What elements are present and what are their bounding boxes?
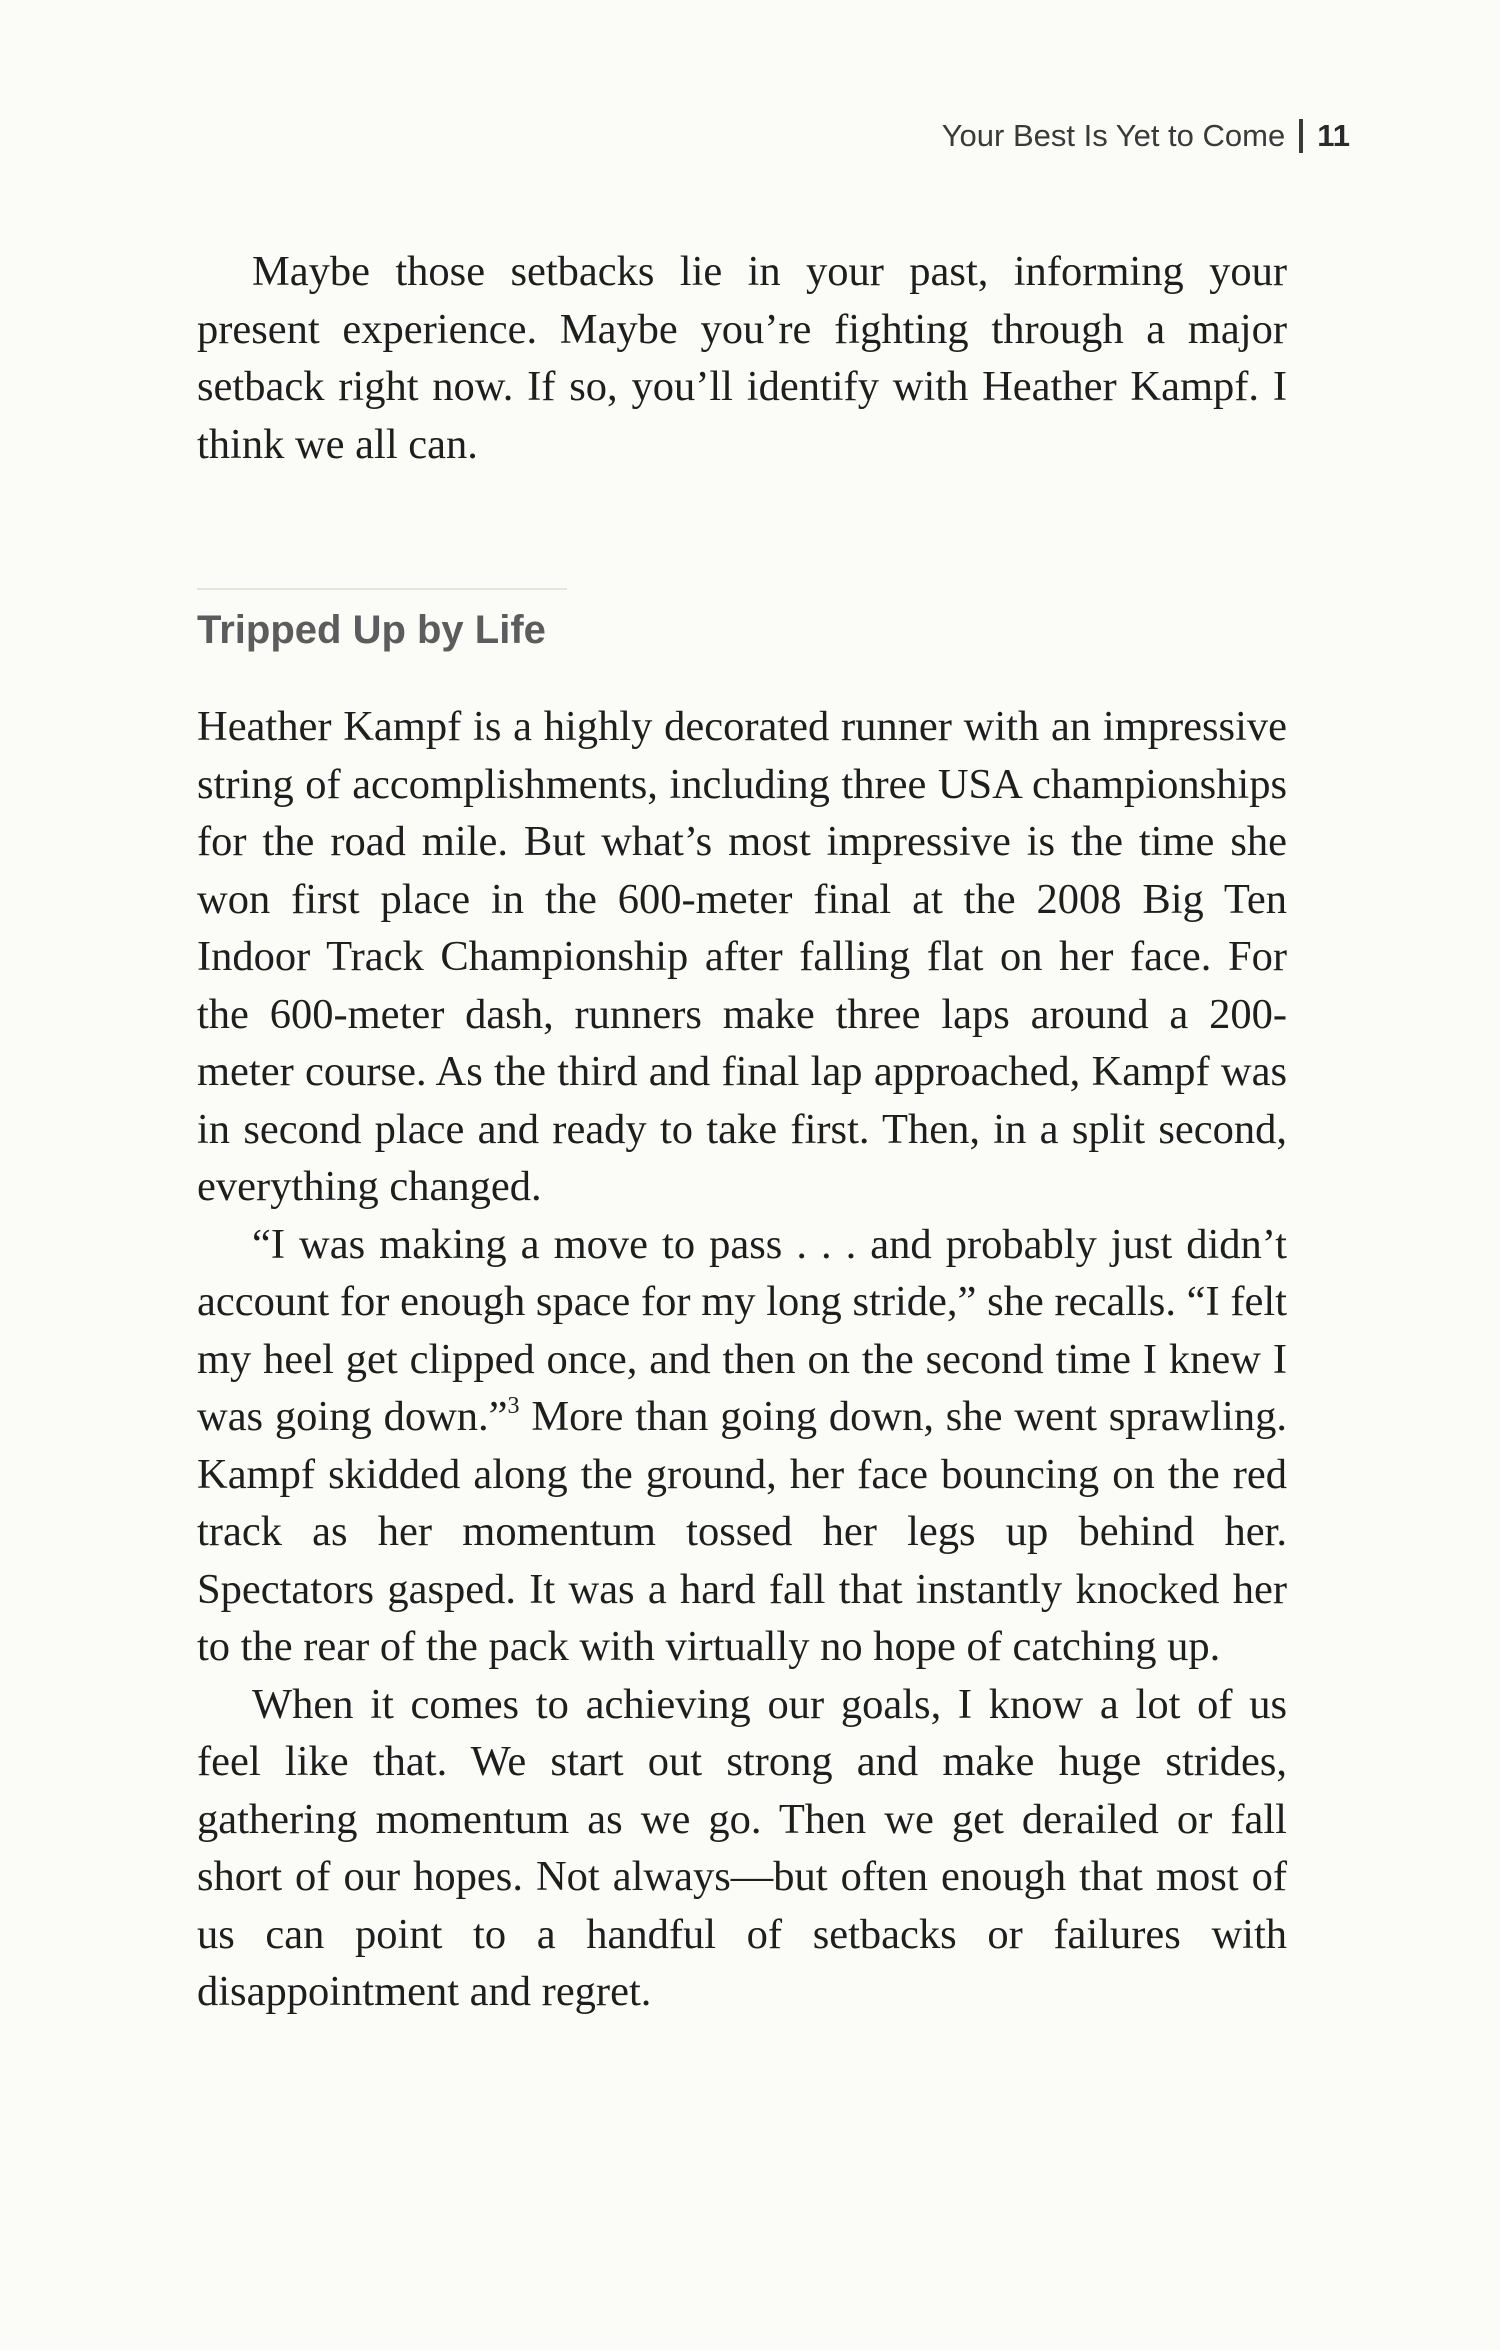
section-divider: [197, 588, 567, 590]
paragraph-2-continuation: More than going down, she went sprawling. Kampf skidded along the ground, her face bouncing on the red track as her momentum tossed her legs up behind her. Spectators gasped. It was a hard fall that instantly knocked her to the rear of the pack with virtually no hope of catching up.: [197, 1393, 1287, 1670]
section-paragraph-1: Heather Kampf is a highly decorated runner with an impressive string of accomplishments, including three USA championships for the road mile. But what’s most impressive is the time she won first place in the 600-meter final at the 2008 Big Ten Indoor Track Championship after falling flat on her face. For the 600-meter dash, runners make three laps around a 200-meter course. As the third and final lap approached, Kampf was in second place and ready to take first. Then, in a split second, everything changed.: [197, 703, 1287, 1210]
paragraph-2-quote: “I was making a move to pass . . . and probably just didn’t account for enough space for my long stride,” she recalls. “I felt my heel get clipped once, and then on the second time I knew I was going down.”: [197, 1220, 1287, 1440]
footnote-marker: 3: [507, 1393, 520, 1419]
section-paragraph-3: When it comes to achieving our goals, I know a lot of us feel like that. We start out strong and make huge strides, gathering momentum as we go. Then we get derailed or fall short of our hopes. Not always—but often enough that most of us can point to a handful of setbacks or failures with disappointment and regret.: [197, 1680, 1287, 2015]
running-title: Your Best Is Yet to Come: [941, 118, 1286, 153]
header-separator: [1299, 119, 1303, 153]
intro-block: [197, 243, 1287, 473]
page-number: 11: [1317, 118, 1350, 153]
intro-paragraph: Maybe those setbacks lie in your past, informing your present experience. Maybe you’re fighting through a major setback right now. If so, you’ll identify with Heather Kampf. I think we all can.: [197, 248, 1287, 468]
section-body: [197, 698, 1287, 2021]
running-header: [942, 118, 1350, 154]
section-paragraph-2: [197, 1216, 1287, 1676]
section-heading: Tripped Up by Life: [197, 608, 546, 652]
